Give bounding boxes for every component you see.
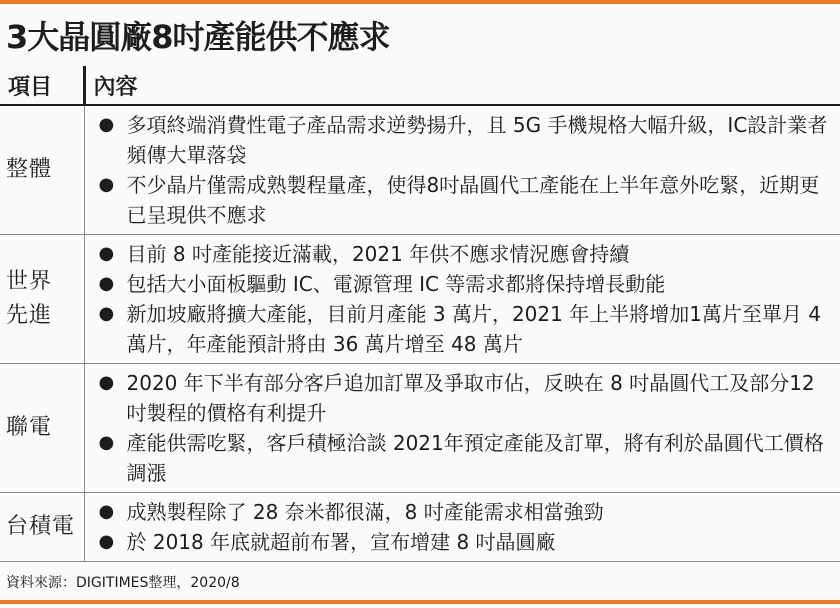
category-line: 世界 [6,269,53,294]
list-item [85,428,835,488]
category-line: 聯電 [6,415,53,440]
row-category [0,493,84,562]
header-item: 項目 [8,74,53,100]
page-title: 3大晶圓廠8吋產能供不應求 [6,18,390,56]
list-item-text: 於 2018 年底就超前布署，宣布增建 8 吋晶圓廠 [126,530,556,554]
row-content [84,364,840,493]
bullet-icon: ● [98,114,115,135]
row-content [84,493,840,562]
table-row [0,493,840,562]
list-item [85,110,835,170]
table-row [0,235,840,364]
list-item [85,239,835,269]
list-item [85,269,835,299]
row-category [0,364,84,493]
source-note: 資料來源：DIGITIMES整理，2020/8 [6,575,240,591]
list-item-text: 新加坡廠將擴大產能，目前月產能 3 萬片，2021 年上半將增加1萬片至單月 4 萬片，年產能預計將由 36 萬片增至 48 萬片 [126,302,822,356]
row-category [0,235,84,364]
row-category [0,105,84,235]
list-item [85,368,835,428]
table-row [0,364,840,493]
list-item-text: 目前 8 吋產能接近滿載，2021 年供不應求情況應會持續 [126,242,630,266]
row-content [84,105,840,235]
bullet-icon: ● [98,501,115,522]
list-item-text: 2020 年下半有部分客戶追加訂單及爭取市佔，反映在 8 吋晶圓代工及部分12吋製程的價格有利提升 [126,371,815,425]
info-table [0,66,840,562]
bullet-icon: ● [98,174,115,195]
category-line: 台積電 [6,514,76,539]
row-content [84,235,840,364]
category-line: 整體 [6,157,53,182]
bullet-icon: ● [98,303,115,324]
list-item [85,527,835,557]
list-item-text: 成熟製程除了 28 奈米都很滿，8 吋產能需求相當強勁 [126,500,604,524]
bullet-icon: ● [98,372,115,393]
bottom-accent-bar [0,600,840,604]
bullet-icon: ● [98,432,115,453]
top-accent-bar [0,0,840,4]
bullet-icon: ● [98,243,115,264]
bullet-icon: ● [98,273,115,294]
category-line: 先進 [6,303,53,328]
list-item-text: 包括大小面板驅動 IC、電源管理 IC 等需求都將保持增長動能 [126,272,666,296]
list-item-text: 多項終端消費性電子產品需求逆勢揚升，且 5G 手機規格大幅升級，IC設計業者頻傳大單落袋 [126,113,828,167]
list-item [85,170,835,230]
table-row [0,105,840,235]
list-item-text: 產能供需吃緊，客戶積極洽談 2021年預定產能及訂單，將有利於晶圓代工價格調漲 [126,431,824,485]
header-content: 內容 [84,66,840,105]
list-item [85,299,835,359]
bullet-icon: ● [98,531,115,552]
list-item [85,497,835,527]
list-item-text: 不少晶片僅需成熟製程量產，使得8吋晶圓代工產能在上半年意外吃緊，近期更已呈現供不應求 [126,173,820,227]
table-header-row [0,66,840,105]
